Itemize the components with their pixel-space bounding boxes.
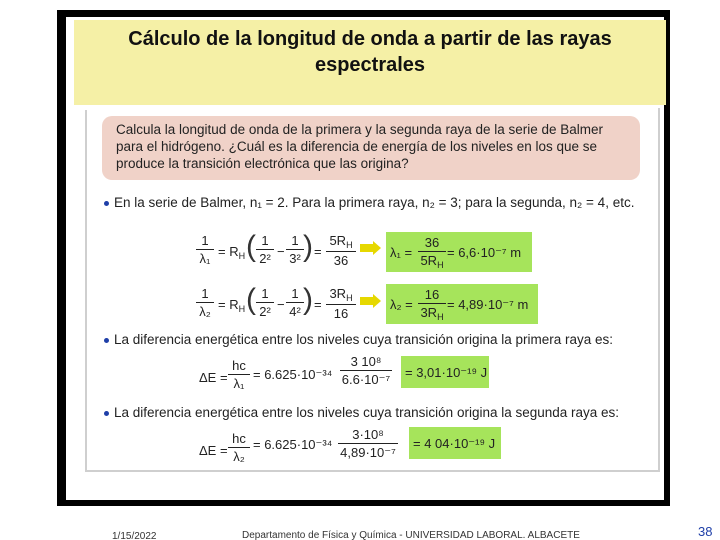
eq1-lhs-num: 1 [196, 233, 214, 250]
energy2-value: = 6.625·10⁻³⁴ [253, 437, 333, 452]
eq2-box-num: 16 [418, 287, 446, 304]
eq2-f1-den: 2² [259, 304, 271, 319]
eq1-close-paren: ) [303, 230, 313, 263]
eq2-f1-num: 1 [256, 286, 274, 303]
eq2-lhs-den: λ₂ [199, 304, 211, 319]
eq1-rh-text: = R [218, 244, 239, 259]
eq1-lhs-den: λ₁ [199, 251, 211, 266]
eq2-box-den-sub: H [437, 312, 444, 322]
eq2-box-den [418, 304, 446, 322]
left-border [85, 110, 87, 470]
eq2-lhs-num: 1 [196, 286, 214, 303]
eq1-result-den: 36 [333, 253, 349, 268]
energy1-value: = 6.625·10⁻³⁴ [253, 367, 333, 382]
energy2-hc-num: hc [228, 431, 250, 448]
eq1-result-fraction [326, 233, 356, 268]
eq2-rh [218, 298, 245, 316]
eq2-frac-1 [256, 286, 274, 319]
slide-title: Cálculo de la longitud de onda a partir de las rayas espectrales [128, 28, 612, 76]
eq1-box-den-text: 5R [420, 253, 438, 268]
eq1-frac-1 [256, 233, 274, 266]
bullet-dot-icon [104, 411, 109, 416]
eq1-f2-den: 3² [289, 251, 301, 266]
energy1-hc-num: hc [228, 358, 250, 375]
eq2-box-fraction [418, 287, 446, 322]
energy2-big-fraction [338, 427, 398, 461]
footer-date: 1/15/2022 [112, 531, 157, 540]
energy2-lhs: ΔE = [199, 443, 228, 458]
energy1-lhs: ΔE = [199, 370, 228, 385]
eq2-lhs-fraction [196, 286, 214, 319]
eq1-result-num [326, 233, 356, 252]
bullet-energy-2-text: La diferencia energética entre los niveles cuya transición origina la segunda raya es: [114, 405, 620, 420]
eq2-rh-text: = R [218, 297, 239, 312]
eq1-result-num-sub: H [346, 240, 353, 250]
bullet-dot-icon [104, 338, 109, 343]
energy2-hc-den: λ₂ [233, 449, 245, 464]
eq1-box-num: 36 [418, 235, 446, 252]
eq1-equals: = [314, 244, 322, 259]
energy1-big-fraction [340, 354, 392, 388]
eq2-box-lhs: λ₂ = [390, 297, 413, 312]
energy2-big-den: 4,89·10⁻⁷ [340, 445, 396, 460]
page-number: 38 [698, 524, 713, 539]
eq2-equals: = [314, 297, 322, 312]
eq2-result-num-text: 3R [329, 286, 347, 301]
eq1-open-paren: ( [246, 230, 256, 263]
eq1-lhs-fraction [196, 233, 214, 266]
energy1-big-num: 3 10⁸ [340, 354, 392, 371]
eq2-box-den-text: 3R [420, 305, 438, 320]
eq2-result-den: 16 [333, 306, 349, 321]
eq2-rh-sub: H [238, 304, 246, 314]
eq1-f2-num: 1 [286, 233, 304, 250]
eq1-box-fraction [418, 235, 446, 270]
eq2-open-paren: ( [246, 283, 256, 316]
eq1-rh [218, 245, 245, 263]
implies-arrow-icon [360, 241, 382, 255]
energy2-hc-fraction [228, 431, 250, 464]
eq2-f2-num: 1 [286, 286, 304, 303]
eq2-minus: − [277, 297, 285, 312]
bottom-border [85, 470, 660, 472]
eq1-rh-sub: H [238, 251, 246, 261]
energy1-result: = 3,01·10⁻¹⁹ J [405, 365, 488, 380]
eq1-box-lhs: λ₁ = [390, 245, 413, 260]
eq1-box-den-sub: H [437, 260, 444, 270]
footer-department: Departamento de Física y Química - UNIVERSIDAD LABORAL. ALBACETE [242, 530, 580, 540]
eq1-box-den [418, 252, 446, 270]
energy2-result: = 4 04·10⁻¹⁹ J [413, 436, 496, 451]
bullet-energy-2 [104, 405, 619, 420]
energy1-big-den: 6.6·10⁻⁷ [341, 372, 391, 387]
energy2-big-num: 3·10⁸ [338, 427, 398, 444]
bullet-balmer [104, 195, 634, 210]
eq1-minus: − [277, 244, 285, 259]
eq1-f1-num: 1 [256, 233, 274, 250]
bullet-energy-1-text: La diferencia energética entre los niveles cuya transición origina la primera raya es: [114, 332, 614, 347]
eq2-result-num-sub: H [346, 293, 353, 303]
eq1-box-result: = 6,6·10⁻⁷ m [447, 245, 522, 260]
eq2-result-num [326, 286, 356, 305]
eq2-close-paren: ) [303, 283, 313, 316]
eq2-box-result: = 4,89·10⁻⁷ m [447, 297, 529, 312]
implies-arrow-icon [360, 294, 382, 308]
bullet-energy-1 [104, 332, 613, 347]
eq2-result-fraction [326, 286, 356, 321]
right-border [658, 108, 660, 472]
eq2-frac-2 [286, 286, 304, 319]
eq1-frac-2 [286, 233, 304, 266]
problem-statement: Calcula la longitud de onda de la primera y la segunda raya de la serie de Balmer para el hidrógeno. ¿Cuál es la diferencia de energía de los niveles en los que se produce la transición electrónica que las origina? [102, 116, 640, 180]
bullet-balmer-text: En la serie de Balmer, n₁ = 2. Para la primera raya, n₂ = 3; para la segunda, n₂ = 4, etc. [114, 195, 635, 210]
energy1-hc-fraction [228, 358, 250, 391]
eq2-f2-den: 4² [289, 304, 301, 319]
energy1-hc-den: λ₁ [233, 376, 245, 391]
bullet-dot-icon [104, 201, 109, 206]
eq1-result-num-text: 5R [329, 233, 347, 248]
eq1-f1-den: 2² [259, 251, 271, 266]
